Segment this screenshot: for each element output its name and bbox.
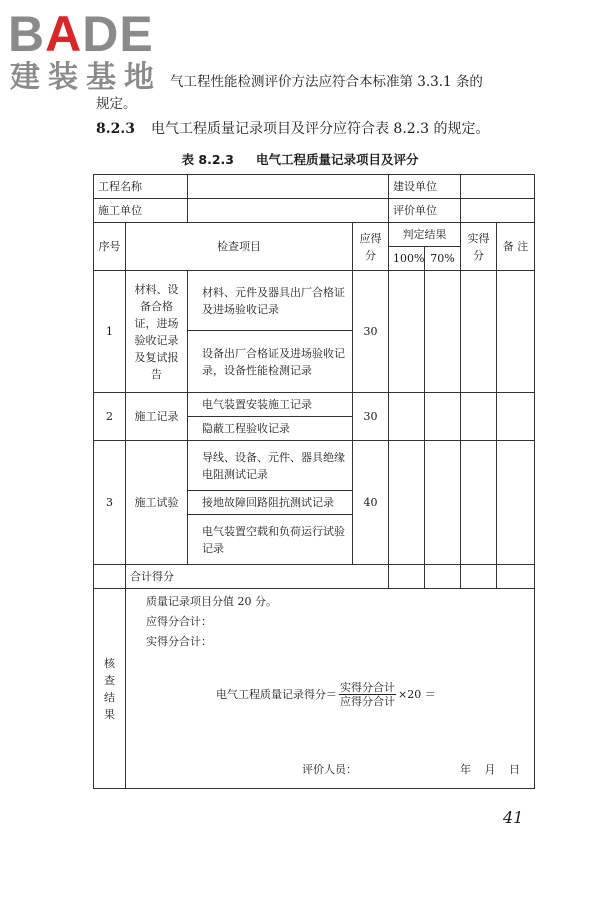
table-row xyxy=(94,393,535,417)
group-name: 施工记录 xyxy=(126,393,188,441)
builder-label: 建设单位 xyxy=(389,175,461,199)
cell-actual xyxy=(461,565,497,589)
paragraph-8-2-2-line2: 规定。 xyxy=(96,96,137,112)
cell-70 xyxy=(425,271,461,393)
cell-actual xyxy=(461,393,497,441)
page-number: 41 xyxy=(503,808,524,827)
score-formula xyxy=(216,681,436,708)
header-remarks: 备 注 xyxy=(497,223,535,271)
result-line: 质量记录项目分值 20 分。 xyxy=(146,595,277,608)
table-header-row xyxy=(94,223,535,247)
cell-70 xyxy=(425,441,461,565)
table-number: 表 8.2.3 xyxy=(181,152,234,167)
check-item: 导线、设备、元件、器具绝缘电阻测试记录 xyxy=(188,441,353,491)
total-label: 合计得分 xyxy=(126,565,389,589)
check-item: 接地故障回路阻抗测试记录 xyxy=(188,491,353,515)
table-row xyxy=(94,175,535,199)
quality-record-table xyxy=(93,174,535,789)
result-line: 应得分合计： xyxy=(146,615,212,628)
evaluation-unit-value xyxy=(461,199,535,223)
clause-text: 电气工程质量记录项目及评分应符合表 8.2.3 的规定。 xyxy=(150,121,490,137)
total-row xyxy=(94,565,535,589)
cell-100 xyxy=(389,271,425,393)
brand-logo xyxy=(8,6,176,96)
header-judgment: 判定结果 xyxy=(389,223,461,247)
cell-remarks xyxy=(497,441,535,565)
cell-100 xyxy=(389,393,425,441)
check-item: 电气装置安装施工记录 xyxy=(188,393,353,417)
group-name: 施工试验 xyxy=(126,441,188,565)
header-100-percent: 100% xyxy=(389,247,425,271)
table-caption xyxy=(0,150,600,168)
check-item: 设备出厂合格证及进场验收记录，设备性能检测记录 xyxy=(188,331,353,393)
formula-fraction xyxy=(339,681,396,708)
group-score: 30 xyxy=(353,271,389,393)
formula-denominator: 应得分合计 xyxy=(340,695,395,708)
group-score: 30 xyxy=(353,393,389,441)
cell-100 xyxy=(389,565,425,589)
check-item: 材料、元件及器具出厂合格证及进场验收记录 xyxy=(188,271,353,331)
clause-number: 8.2.3 xyxy=(96,121,135,137)
paragraph-8-2-3 xyxy=(96,118,490,138)
logo-wordmark: BADE xyxy=(8,6,154,62)
logo-chinese-name: 建装基地 xyxy=(10,60,162,95)
project-name-label: 工程名称 xyxy=(94,175,188,199)
cell-remarks xyxy=(497,393,535,441)
group-number: 1 xyxy=(94,271,126,393)
check-item: 隐蔽工程验收记录 xyxy=(188,417,353,441)
evaluator-label: 评价人员： xyxy=(302,763,357,776)
header-no: 序号 xyxy=(94,223,126,271)
result-row xyxy=(94,589,535,789)
group-score: 40 xyxy=(353,441,389,565)
date-label: 年 月 日 xyxy=(460,763,520,776)
builder-value xyxy=(461,175,535,199)
result-label: 核 查 结 果 xyxy=(94,589,126,789)
header-actual: 实得分 xyxy=(461,223,497,271)
formula-right: ×20 ＝ xyxy=(398,688,436,701)
paragraph-8-2-2-line1: 气工程性能检测评价方法应符合本标准第 3.3.1 条的 xyxy=(170,74,483,90)
total-blank xyxy=(94,565,126,589)
header-items: 检查项目 xyxy=(126,223,353,271)
cell-actual xyxy=(461,271,497,393)
cell-70 xyxy=(425,393,461,441)
group-number: 2 xyxy=(94,393,126,441)
group-name: 材料、设备合格证，进场验收记录及复试报告 xyxy=(126,271,188,393)
result-content xyxy=(126,589,535,789)
cell-actual xyxy=(461,441,497,565)
table-title: 电气工程质量记录项目及评分 xyxy=(255,152,419,167)
header-score-due: 应得分 xyxy=(353,223,389,271)
project-name-value xyxy=(188,175,389,199)
table-row xyxy=(94,199,535,223)
construction-unit-value xyxy=(188,199,389,223)
table-row xyxy=(94,441,535,491)
header-70-percent: 70% xyxy=(425,247,461,271)
table-row xyxy=(94,271,535,331)
construction-unit-label: 施工单位 xyxy=(94,199,188,223)
cell-remarks xyxy=(497,271,535,393)
cell-70 xyxy=(425,565,461,589)
cell-remarks xyxy=(497,565,535,589)
check-item: 电气装置空载和负荷运行试验记录 xyxy=(188,515,353,565)
result-line: 实得分合计： xyxy=(146,635,212,648)
formula-numerator: 实得分合计 xyxy=(340,681,395,694)
cell-100 xyxy=(389,441,425,565)
group-number: 3 xyxy=(94,441,126,565)
evaluation-unit-label: 评价单位 xyxy=(389,199,461,223)
formula-left: 电气工程质量记录得分＝ xyxy=(216,688,337,701)
